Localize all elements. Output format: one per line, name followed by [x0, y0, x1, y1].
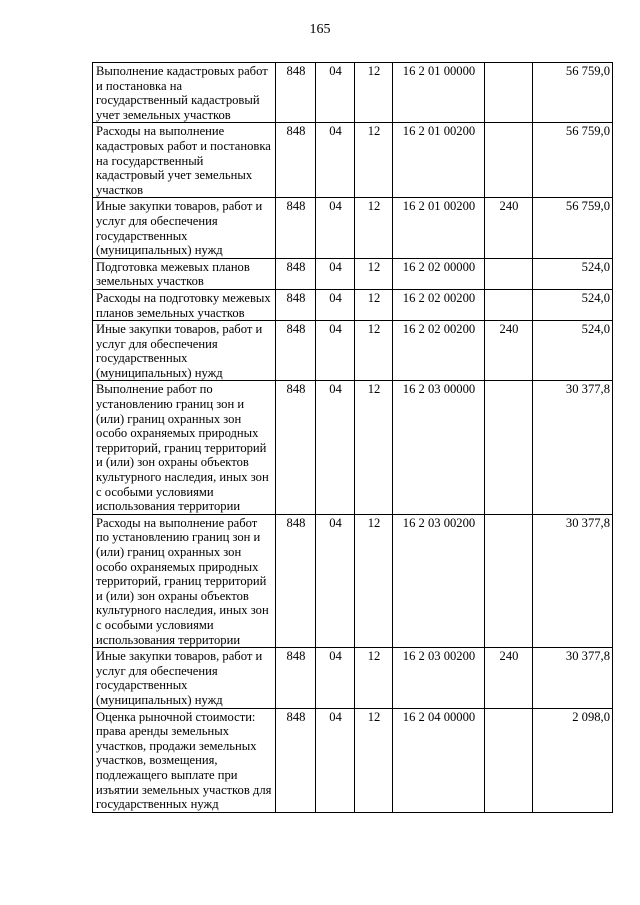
row-amount: 56 759,0	[533, 63, 613, 123]
row-section: 04	[316, 289, 355, 320]
row-name: Иные закупки товаров, работ и услуг для обеспечения государственных (муниципальных) нужд	[93, 198, 276, 258]
table-row	[93, 708, 613, 812]
row-grbs: 848	[276, 258, 316, 289]
row-target-article: 16 2 03 00200	[393, 648, 485, 708]
row-name: Расходы на выполнение работ по установлению границ зон и (или) границ охранных зон особо охраняемых природных территорий, границ территорий и (или) зон охраны объектов культурного наследия, иных зон с особыми условиями использования территории	[93, 514, 276, 647]
table-row	[93, 514, 613, 647]
row-expense-type: 240	[485, 648, 533, 708]
row-name: Оценка рыночной стоимости: права аренды земельных участков, продажи земельных участков, возмещения, подлежащего выплате при изъятии земельных участков для государственных нужд	[93, 708, 276, 812]
table-row	[93, 321, 613, 381]
table-row	[93, 198, 613, 258]
table-row	[93, 648, 613, 708]
table-row	[93, 381, 613, 514]
row-name: Расходы на подготовку межевых планов земельных участков	[93, 289, 276, 320]
row-section: 04	[316, 123, 355, 198]
budget-table	[92, 62, 613, 813]
row-subsection: 12	[355, 289, 393, 320]
row-grbs: 848	[276, 648, 316, 708]
row-expense-type: 240	[485, 198, 533, 258]
table-row	[93, 258, 613, 289]
row-amount: 56 759,0	[533, 198, 613, 258]
row-subsection: 12	[355, 514, 393, 647]
row-name: Выполнение кадастровых работ и постановка на государственный кадастровый учет земельных участков	[93, 63, 276, 123]
row-target-article: 16 2 02 00200	[393, 289, 485, 320]
row-section: 04	[316, 514, 355, 647]
row-grbs: 848	[276, 321, 316, 381]
row-target-article: 16 2 03 00000	[393, 381, 485, 514]
row-grbs: 848	[276, 198, 316, 258]
row-name: Иные закупки товаров, работ и услуг для обеспечения государственных (муниципальных) нужд	[93, 321, 276, 381]
row-grbs: 848	[276, 63, 316, 123]
row-subsection: 12	[355, 258, 393, 289]
row-section: 04	[316, 63, 355, 123]
table-row	[93, 289, 613, 320]
row-target-article: 16 2 04 00000	[393, 708, 485, 812]
row-expense-type: 240	[485, 321, 533, 381]
row-target-article: 16 2 02 00000	[393, 258, 485, 289]
row-target-article: 16 2 01 00000	[393, 63, 485, 123]
row-section: 04	[316, 648, 355, 708]
row-section: 04	[316, 708, 355, 812]
row-section: 04	[316, 258, 355, 289]
row-name: Расходы на выполнение кадастровых работ и постановка на государственный кадастровый учет земельных участков	[93, 123, 276, 198]
row-amount: 2 098,0	[533, 708, 613, 812]
row-section: 04	[316, 198, 355, 258]
budget-table-body	[93, 63, 613, 813]
row-expense-type	[485, 514, 533, 647]
row-name: Иные закупки товаров, работ и услуг для обеспечения государственных (муниципальных) нужд	[93, 648, 276, 708]
row-subsection: 12	[355, 321, 393, 381]
row-expense-type	[485, 289, 533, 320]
row-subsection: 12	[355, 198, 393, 258]
row-name: Подготовка межевых планов земельных участков	[93, 258, 276, 289]
row-section: 04	[316, 381, 355, 514]
row-subsection: 12	[355, 381, 393, 514]
row-subsection: 12	[355, 708, 393, 812]
row-subsection: 12	[355, 648, 393, 708]
row-grbs: 848	[276, 708, 316, 812]
row-amount: 524,0	[533, 258, 613, 289]
row-amount: 30 377,8	[533, 381, 613, 514]
row-amount: 56 759,0	[533, 123, 613, 198]
row-expense-type	[485, 63, 533, 123]
row-amount: 524,0	[533, 321, 613, 381]
row-expense-type	[485, 258, 533, 289]
row-grbs: 848	[276, 289, 316, 320]
row-expense-type	[485, 381, 533, 514]
row-amount: 30 377,8	[533, 648, 613, 708]
row-target-article: 16 2 01 00200	[393, 198, 485, 258]
row-amount: 524,0	[533, 289, 613, 320]
row-grbs: 848	[276, 514, 316, 647]
row-section: 04	[316, 321, 355, 381]
row-name: Выполнение работ по установлению границ зон и (или) границ охранных зон особо охраняемых природных территорий, границ территорий и (или) зон охраны объектов культурного наследия, иных зон с особыми условиями использования территории	[93, 381, 276, 514]
page-number: 165	[309, 22, 331, 37]
table-row	[93, 123, 613, 198]
row-subsection: 12	[355, 63, 393, 123]
row-target-article: 16 2 03 00200	[393, 514, 485, 647]
row-subsection: 12	[355, 123, 393, 198]
table-row	[93, 63, 613, 123]
row-expense-type	[485, 123, 533, 198]
row-amount: 30 377,8	[533, 514, 613, 647]
row-expense-type	[485, 708, 533, 812]
row-grbs: 848	[276, 123, 316, 198]
row-target-article: 16 2 02 00200	[393, 321, 485, 381]
row-grbs: 848	[276, 381, 316, 514]
row-target-article: 16 2 01 00200	[393, 123, 485, 198]
